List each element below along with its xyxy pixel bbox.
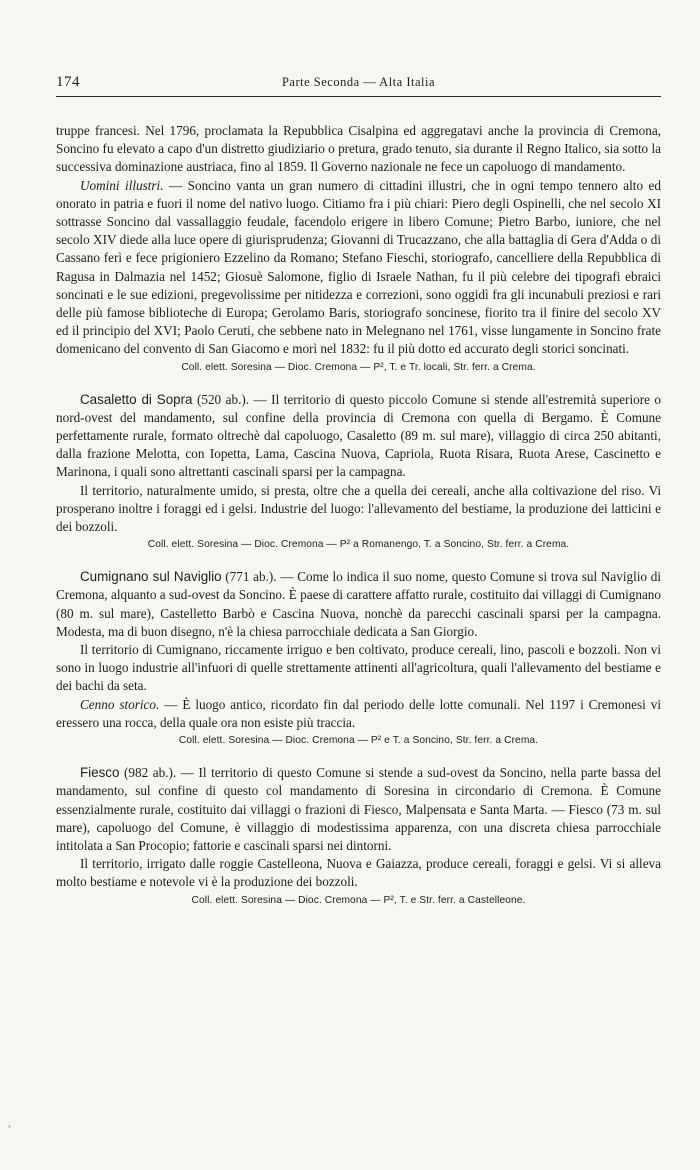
entry-population: (520 ab.).	[192, 391, 250, 407]
page-body	[56, 122, 661, 908]
paragraph	[56, 764, 661, 855]
entry-cumignano-sul-naviglio	[56, 568, 661, 748]
paragraph: Il territorio, irrigato dalle roggie Castelleona, Nuova e Gaiazza, produce cereali, foraggi e gelsi. Vi si alleva molto bestiame e notevole vi è la produzione dei bozzoli.	[56, 856, 661, 890]
paragraph	[56, 391, 661, 482]
paragraph-text: — È luogo antico, ricordato fin dal periodo delle lotte comunali. Nel 1197 i Cremonesi vi eressero una rocca, della quale ora non esiste più traccia.	[56, 696, 661, 730]
entry-footnote: Coll. elett. Soresina — Dioc. Cremona — P², T. e Str. ferr. a Castelleone.	[191, 894, 526, 906]
paragraph	[56, 696, 661, 732]
page-header	[56, 70, 661, 97]
paragraph-text: — Il territorio di questo Comune si stende a sud-ovest da Soncino, nella parte bassa del mandamento, sul confine di questo col mandamento di Soresina in circondario di Cremona. È Comune essenzialmente rurale, costituito dai villaggi o frazioni di Fiesco, Malpensata e Santa Marta. — Fiesco (73 m. sul mare), capoluogo del Comune, è villaggio di modestissima apparenza, con una discreta chiesa parrocchiale intitolata a San Procopio; fattorie e cascinali sparsi nei dintorni.	[56, 765, 661, 853]
entry-name: Fiesco	[80, 765, 120, 781]
entry-footnote: Coll. elett. Soresina — Dioc. Cremona — P², T. e Tr. locali, Str. ferr. a Crema.	[181, 361, 536, 373]
entry-name: Cumignano sul Naviglio	[80, 569, 222, 585]
paragraph-text: — Soncino vanta un gran numero di cittadini illustri, che in ogni tempo tennero alto ed onorato in patria e fuori il nome del nativo luogo. Citiamo fra i più chiari: Piero degli Ospinelli, che nel secolo XI sottrasse Soncino dal vassallaggio feudale, facendolo erigere in libero Comune; Pietro Barbo, iuniore, che nel secolo XIV diede alla luce opere di giurisprudenza; Giovanni di Trucazzano, che alla battaglia di Gera d'Adda o di Cassano ferì e fece prigioniero Ezzelino da Romano; Stefano Fieschi, storiografo, cancelliere della Repubblica di Ragusa in Dalmazia nel 1452; Giosuè Salomone, figlio di Israele Nathan, fu il più celebre dei tipografi ebraici soncinati e le sue edizioni, pregevolissime per nitidezza e correzioni, sono oggidì fra gli incunabuli preziosi e rari delle più famose biblioteche di Europa; Gerolamo Baris, storiografo soncinese, fiorito tra il finire del secolo XV ed il principio del XVI; Paolo Ceruti, che sebbene nato in Melegnano nel 1761, visse lungamente in Soncino frate domenicano del convento di San Giacomo e morì nel 1832: fu il più dotto ed accurato degli storici soncinati.	[56, 177, 661, 357]
entry-footnote: Coll. elett. Soresina — Dioc. Cremona — P² e T. a Soncino, Str. ferr. a Crema.	[178, 735, 539, 747]
page-number: 174	[56, 74, 80, 90]
paragraph	[56, 568, 661, 641]
entry-casaletto-di-sopra	[56, 391, 661, 553]
paragraph: Il territorio, naturalmente umido, si presta, oltre che a quella dei cereali, anche alla coltivazione del riso. Vi prosperano inoltre i foraggi ed i gelsi. Industrie del luogo: l'allevamento del bestiame, la produzione dei latticini e dei bozzoli.	[56, 482, 661, 535]
paragraph: truppe francesi. Nel 1796, proclamata la Repubblica Cisalpina ed aggregatavi anche la provincia di Cremona, Soncino fu elevato a capo d'un distretto giudiziario o pretura, grado tenuto, sia durante il Regno Italico, sia sotto la successiva dominazione austriaca, fino al 1859. Il Governo nazionale ne fece un capoluogo di mandamento.	[56, 123, 661, 175]
paragraph-text: — Come lo indica il suo nome, questo Comune si trova sul Naviglio di Cremona, alquanto a sud-ovest da Soncino. È paese di carattere affatto rurale, costituito dai villaggi di Cumignano (80 m. sul mare), Castelletto Barbò e Cascina Nuova, nonchè da parecchi cascinali sparsi per la campagna. Modesta, ma di buon disegno, n'è la chiesa parrocchiale dedicata a San Giorgio.	[56, 569, 661, 639]
entry-population: (771 ab.).	[221, 569, 277, 585]
entry-footnote: Coll. elett. Soresina — Dioc. Cremona — P² a Romanengo, T. a Soncino, Str. ferr. a Crema.	[147, 539, 570, 551]
paragraph	[56, 177, 661, 359]
section-heading: Uomini illustri.	[80, 177, 164, 193]
paragraph-text: — Il territorio di questo piccolo Comune si stende all'estremità superiore o nord-ovest del mandamento, sul confine della provincia di Cremona con quella di Bergamo. È Comune perfettamente rurale, formato oltrechè dal capoluogo, Casaletto (89 m. sul mare), villaggio di circa 250 abitanti, dalla frazione Melotta, con Iopetta, Lama, Cascina Nuova, Capriola, Ruota Risara, Ruota Arese, Cascinetto e Marinona, i quali sono altrettanti cascinali sparsi per la campagna.	[56, 391, 662, 480]
paragraph: Il territorio di Cumignano, riccamente irriguo e ben coltivato, produce cereali, lino, pascoli e bozzoli. Non vi sono in luogo industrie all'infuori di quelle strettamente attinenti all'agricoltura, quali l'allevamento del bestiame e dei bachi da seta.	[56, 642, 661, 694]
entry-name: Casaletto di Sopra	[80, 391, 193, 407]
running-head: Parte Seconda — Alta Italia	[281, 75, 436, 89]
page-speck	[8, 1125, 11, 1128]
entry-fiesco	[56, 764, 661, 907]
entry-population: (982 ab.).	[119, 765, 177, 781]
entry-soncino-continued	[56, 122, 661, 375]
section-heading: Cenno storico.	[80, 696, 160, 712]
